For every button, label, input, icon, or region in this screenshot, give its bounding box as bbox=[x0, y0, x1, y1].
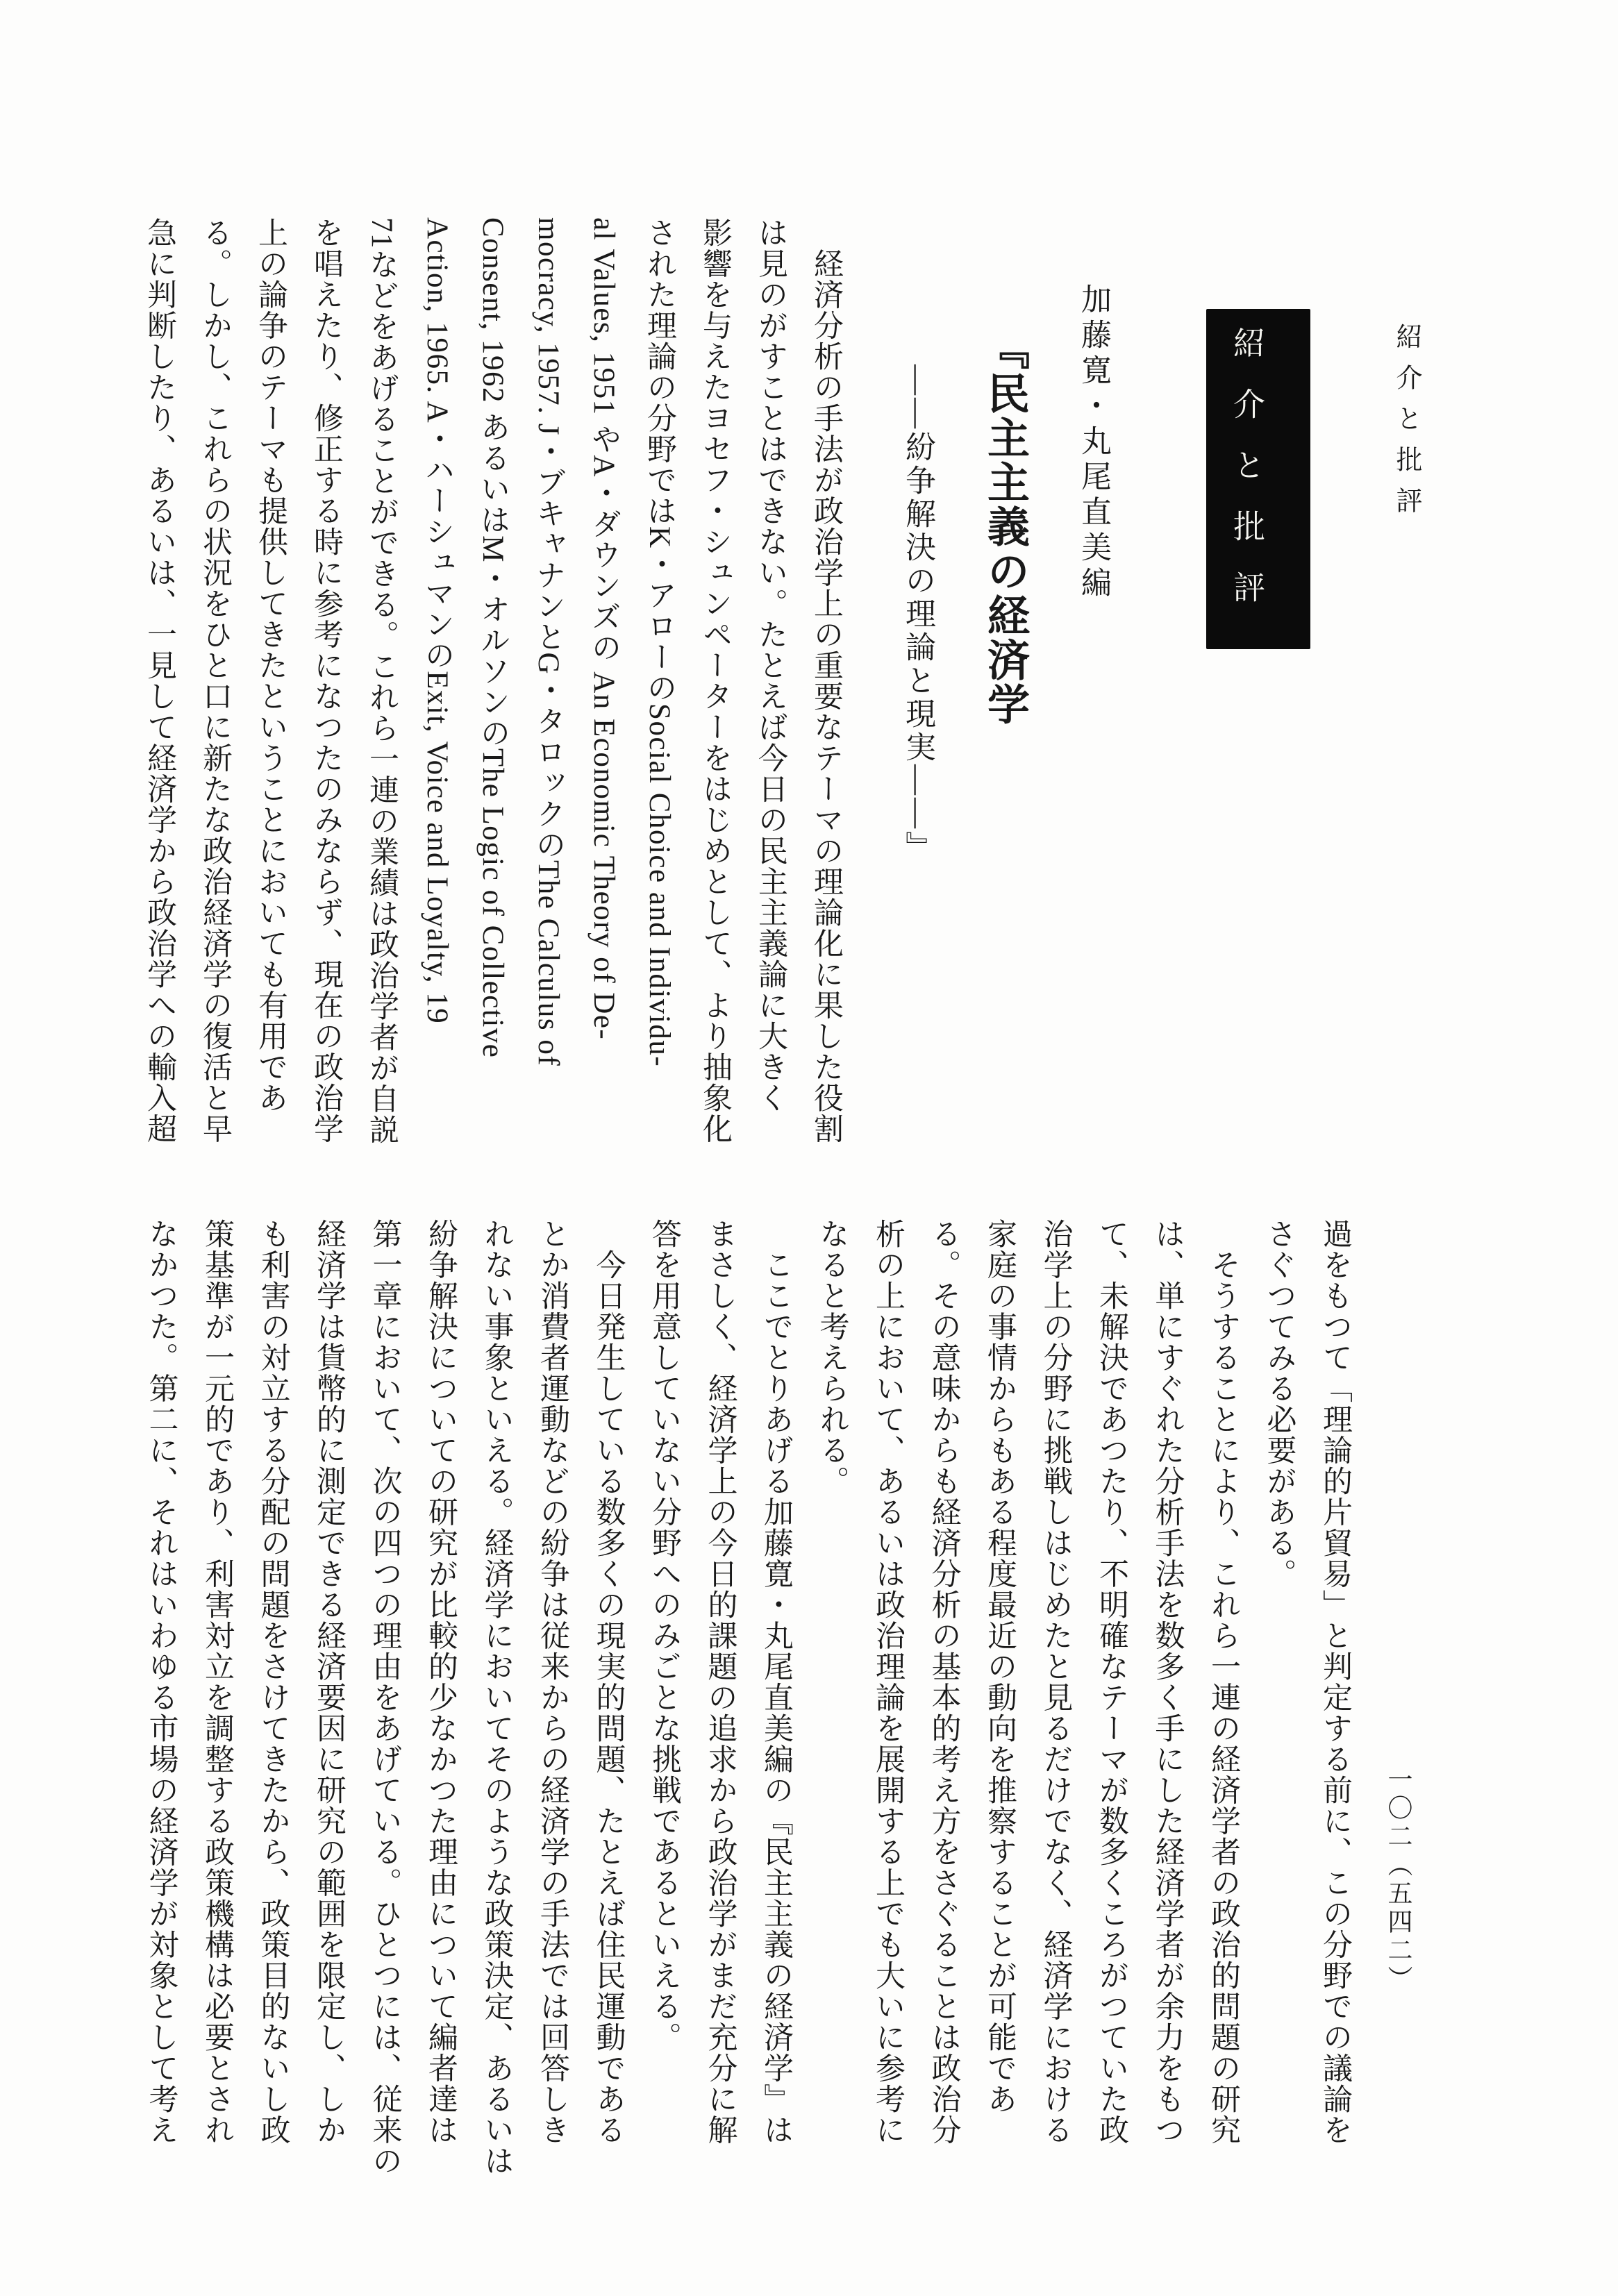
section-label: 紹介と批評 bbox=[1229, 326, 1265, 632]
book-subtitle: ――紛争解決の理論と現実――』 bbox=[901, 364, 935, 864]
running-head: 紹介と批評 bbox=[1392, 323, 1421, 528]
text-column: mocracy, 1957. J・ブキャナンとG・タロックのThe Calculus of bbox=[532, 217, 565, 1067]
text-column: 家庭の事情からもある程度最近の動向を推察することが可能であ bbox=[983, 1218, 1016, 2115]
text-column: さぐつてみる必要がある。 bbox=[1262, 1218, 1296, 1589]
text-column: は、単にすぐれた分析手法を数多く手にした経済学者が余力をもつ bbox=[1151, 1218, 1184, 2145]
text-column: 第一章において、次の四つの理由をあげている。ひとつには、従来の bbox=[368, 1218, 401, 2177]
text-column: そうすることにより、これら一連の経済学者の政治的問題の研究 bbox=[1207, 1218, 1240, 2145]
section-label-box bbox=[1206, 309, 1310, 649]
text-column: 治学上の分野に挑戦しはじめたと見るだけでなく、経済学における bbox=[1039, 1218, 1072, 2145]
text-column: 紛争解決についての研究が比較的少なかつた理由について編者達は bbox=[424, 1218, 457, 2145]
folio-sub: （五四二） bbox=[1385, 1852, 1412, 1994]
text-column: 経済分析の手法が政治学上の重要なテーマの理論化に果した役割 bbox=[810, 217, 842, 1144]
text-column: る。その意味からも経済分析の基本的考え方をさぐることは政治分 bbox=[927, 1218, 960, 2145]
page-number bbox=[1386, 1766, 1411, 1994]
text-column: al Values, 1951 やA・ダウンズの An Economic Theory of De- bbox=[587, 217, 620, 1041]
text-column: 71などをあげることができる。これら一連の業績は政治学者が自説 bbox=[365, 217, 398, 1146]
text-column: まさしく、経済学上の今日的課題の追求から政治学がまだ充分に解 bbox=[703, 1218, 737, 2145]
text-column: 析の上において、あるいは政治理論を展開する上でも大いに参考に bbox=[871, 1218, 904, 2145]
text-column: 過をもつて「理論的片貿易」と判定する前に、この分野での議論を bbox=[1319, 1218, 1351, 2145]
text-column: ここでとりあげる加藤寛・丸尾直美編の『民主主義の経済学』は bbox=[760, 1218, 792, 2145]
review-body-upper bbox=[130, 217, 853, 1155]
text-column: も利害の対立する分配の問題をさけてきたから、政策目的ないし政 bbox=[256, 1218, 290, 2145]
text-column: を唱えたり、修正する時に参考になつたのみならず、現在の政治学 bbox=[310, 217, 342, 1144]
text-column: 急に判断したり、あるいは、一見して経済学から政治学への輸入超 bbox=[143, 217, 176, 1144]
text-column: 経済学は貨幣的に測定できる経済要因に研究の範囲を限定し、しか bbox=[312, 1218, 345, 2145]
folio-main: 一〇二 bbox=[1385, 1766, 1412, 1852]
text-column: は見のがすことはできない。たとえば今日の民主主義論に大きく bbox=[754, 217, 787, 1114]
text-column: 策基準が一元的であり、利害対立を調整する政策機構は必要とされ bbox=[201, 1218, 233, 2145]
text-column: れない事象といえる。経済学においてそのような政策決定、あるいは bbox=[480, 1218, 513, 2177]
text-column: Action, 1965. A・ハーシュマンのExit, Voice and Loyalty, 19 bbox=[421, 217, 453, 1025]
text-column: とか消費者運動などの紛争は従来からの経済学の手法では回答しき bbox=[536, 1218, 569, 2145]
text-column: て、未解決であつたり、不明確なテーマが数多くころがつていた政 bbox=[1095, 1218, 1128, 2145]
text-column: Consent, 1962 あるいはM・オルソンのThe Logic of Collective bbox=[476, 217, 509, 1059]
text-column: る。しかし、これらの状況をひと口に新たな政治経済学の復活と早 bbox=[199, 217, 231, 1144]
text-column: 今日発生している数多くの現実的問題、たとえば住民運動である bbox=[592, 1218, 625, 2145]
text-column: 答を用意していない分野へのみごとな挑戦であるといえる。 bbox=[648, 1218, 681, 2053]
editors-line: 加藤寛・丸尾直美編 bbox=[1076, 283, 1110, 602]
text-column: なかつた。第二に、それはいわゆる市場の経済学が対象として考え bbox=[144, 1218, 178, 2145]
text-column: 上の論争のテーマも提供してきたということにおいても有用であ bbox=[254, 217, 287, 1114]
text-column: なると考えられる。 bbox=[815, 1218, 849, 1497]
book-title: 『民主主義の経済学 bbox=[981, 327, 1028, 727]
review-body-lower bbox=[128, 1218, 1362, 2197]
text-column: 影響を与えたヨセフ・シュンペーターをはじめとして、より抽象化 bbox=[699, 217, 731, 1144]
text-column: された理論の分野ではK・アローのSocial Choice and Individu- bbox=[643, 217, 676, 1068]
